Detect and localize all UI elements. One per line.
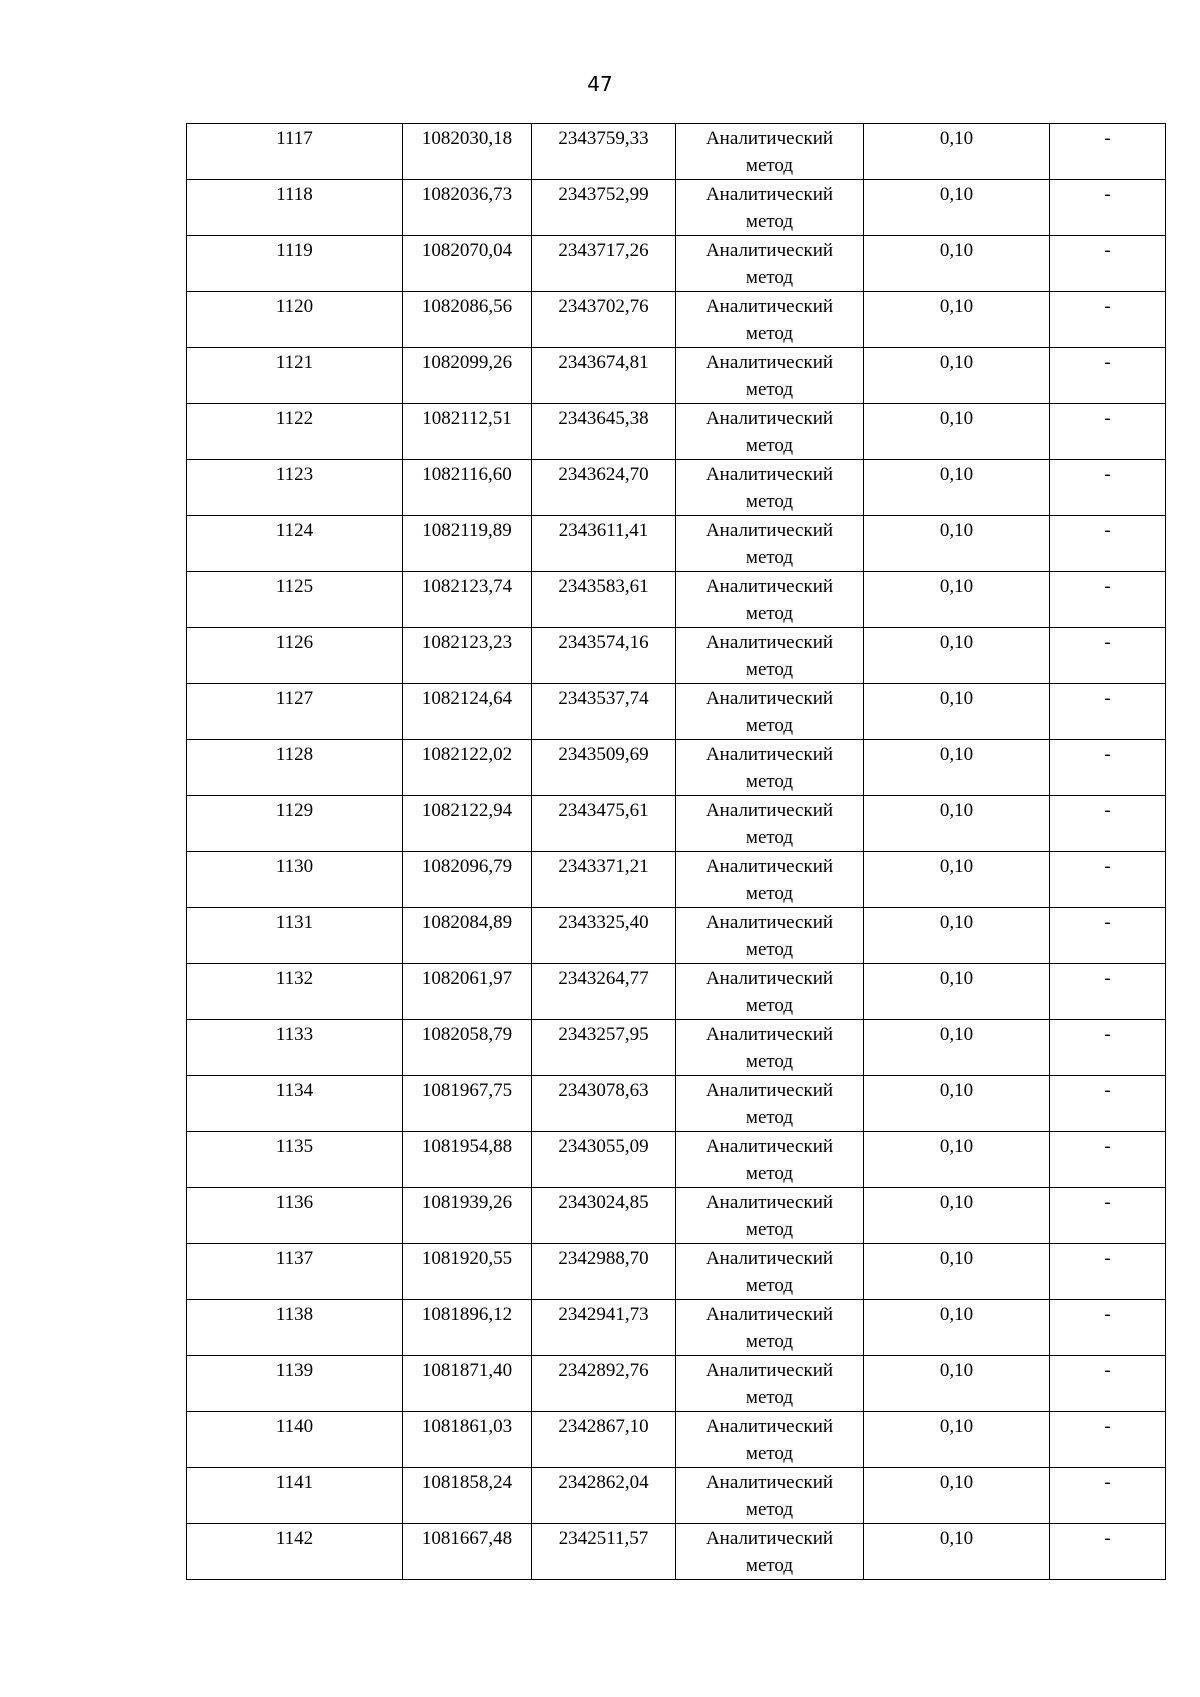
note-cell: - bbox=[1050, 1188, 1166, 1244]
method-text: Аналитический метод bbox=[705, 408, 834, 456]
accuracy-cell: 0,10 bbox=[864, 460, 1050, 516]
x-coordinate-cell: 1082123,23 bbox=[403, 628, 532, 684]
method-text: Аналитический метод bbox=[705, 184, 834, 232]
accuracy-cell: 0,10 bbox=[864, 404, 1050, 460]
table-body bbox=[187, 124, 1166, 1580]
method-cell bbox=[676, 628, 864, 684]
point-number-cell: 1138 bbox=[187, 1300, 403, 1356]
note-cell: - bbox=[1050, 628, 1166, 684]
point-number-cell: 1141 bbox=[187, 1468, 403, 1524]
method-text: Аналитический метод bbox=[705, 576, 834, 624]
accuracy-cell: 0,10 bbox=[864, 180, 1050, 236]
method-text: Аналитический метод bbox=[705, 1472, 834, 1520]
table-row bbox=[187, 124, 1166, 180]
note-cell: - bbox=[1050, 236, 1166, 292]
point-number-cell: 1125 bbox=[187, 572, 403, 628]
note-cell: - bbox=[1050, 1132, 1166, 1188]
accuracy-cell: 0,10 bbox=[864, 236, 1050, 292]
x-coordinate-cell: 1082058,79 bbox=[403, 1020, 532, 1076]
x-coordinate-cell: 1082084,89 bbox=[403, 908, 532, 964]
method-cell bbox=[676, 404, 864, 460]
y-coordinate-cell: 2343759,33 bbox=[532, 124, 676, 180]
note-cell: - bbox=[1050, 516, 1166, 572]
table-row bbox=[187, 236, 1166, 292]
x-coordinate-cell: 1082099,26 bbox=[403, 348, 532, 404]
note-cell: - bbox=[1050, 124, 1166, 180]
table-row bbox=[187, 572, 1166, 628]
note-cell: - bbox=[1050, 740, 1166, 796]
accuracy-cell: 0,10 bbox=[864, 684, 1050, 740]
y-coordinate-cell: 2343624,70 bbox=[532, 460, 676, 516]
accuracy-cell: 0,10 bbox=[864, 572, 1050, 628]
method-text: Аналитический метод bbox=[705, 968, 834, 1016]
method-cell bbox=[676, 1524, 864, 1580]
method-text: Аналитический метод bbox=[705, 128, 834, 176]
point-number-cell: 1135 bbox=[187, 1132, 403, 1188]
table-row bbox=[187, 684, 1166, 740]
accuracy-cell: 0,10 bbox=[864, 740, 1050, 796]
method-cell bbox=[676, 124, 864, 180]
method-text: Аналитический метод bbox=[705, 1360, 834, 1408]
x-coordinate-cell: 1081667,48 bbox=[403, 1524, 532, 1580]
point-number-cell: 1139 bbox=[187, 1356, 403, 1412]
point-number-cell: 1126 bbox=[187, 628, 403, 684]
point-number-cell: 1117 bbox=[187, 124, 403, 180]
method-cell bbox=[676, 852, 864, 908]
point-number-cell: 1127 bbox=[187, 684, 403, 740]
method-text: Аналитический метод bbox=[705, 1528, 834, 1576]
table-row bbox=[187, 292, 1166, 348]
method-cell bbox=[676, 292, 864, 348]
table-row bbox=[187, 964, 1166, 1020]
y-coordinate-cell: 2342892,76 bbox=[532, 1356, 676, 1412]
accuracy-cell: 0,10 bbox=[864, 1356, 1050, 1412]
table-row bbox=[187, 404, 1166, 460]
y-coordinate-cell: 2343717,26 bbox=[532, 236, 676, 292]
table-row bbox=[187, 796, 1166, 852]
point-number-cell: 1140 bbox=[187, 1412, 403, 1468]
note-cell: - bbox=[1050, 1244, 1166, 1300]
method-text: Аналитический метод bbox=[705, 1248, 834, 1296]
y-coordinate-cell: 2343024,85 bbox=[532, 1188, 676, 1244]
point-number-cell: 1142 bbox=[187, 1524, 403, 1580]
point-number-cell: 1134 bbox=[187, 1076, 403, 1132]
note-cell: - bbox=[1050, 964, 1166, 1020]
y-coordinate-cell: 2343674,81 bbox=[532, 348, 676, 404]
x-coordinate-cell: 1082122,94 bbox=[403, 796, 532, 852]
x-coordinate-cell: 1082086,56 bbox=[403, 292, 532, 348]
x-coordinate-cell: 1081939,26 bbox=[403, 1188, 532, 1244]
accuracy-cell: 0,10 bbox=[864, 964, 1050, 1020]
point-number-cell: 1119 bbox=[187, 236, 403, 292]
note-cell: - bbox=[1050, 1020, 1166, 1076]
note-cell: - bbox=[1050, 1076, 1166, 1132]
point-number-cell: 1118 bbox=[187, 180, 403, 236]
table-row bbox=[187, 1244, 1166, 1300]
accuracy-cell: 0,10 bbox=[864, 292, 1050, 348]
method-cell bbox=[676, 1244, 864, 1300]
method-cell bbox=[676, 516, 864, 572]
note-cell: - bbox=[1050, 1300, 1166, 1356]
accuracy-cell: 0,10 bbox=[864, 628, 1050, 684]
table-row bbox=[187, 348, 1166, 404]
method-cell bbox=[676, 460, 864, 516]
table-row bbox=[187, 1468, 1166, 1524]
x-coordinate-cell: 1082122,02 bbox=[403, 740, 532, 796]
method-cell bbox=[676, 1076, 864, 1132]
table-row bbox=[187, 180, 1166, 236]
x-coordinate-cell: 1082070,04 bbox=[403, 236, 532, 292]
table-row bbox=[187, 460, 1166, 516]
method-text: Аналитический метод bbox=[705, 352, 834, 400]
point-number-cell: 1133 bbox=[187, 1020, 403, 1076]
method-cell bbox=[676, 1020, 864, 1076]
method-text: Аналитический метод bbox=[705, 464, 834, 512]
point-number-cell: 1136 bbox=[187, 1188, 403, 1244]
table-row bbox=[187, 1132, 1166, 1188]
accuracy-cell: 0,10 bbox=[864, 516, 1050, 572]
note-cell: - bbox=[1050, 684, 1166, 740]
note-cell: - bbox=[1050, 292, 1166, 348]
y-coordinate-cell: 2343574,16 bbox=[532, 628, 676, 684]
y-coordinate-cell: 2343537,74 bbox=[532, 684, 676, 740]
method-text: Аналитический метод bbox=[705, 1192, 834, 1240]
y-coordinate-cell: 2343583,61 bbox=[532, 572, 676, 628]
y-coordinate-cell: 2342988,70 bbox=[532, 1244, 676, 1300]
x-coordinate-cell: 1082096,79 bbox=[403, 852, 532, 908]
note-cell: - bbox=[1050, 796, 1166, 852]
y-coordinate-cell: 2342941,73 bbox=[532, 1300, 676, 1356]
note-cell: - bbox=[1050, 1356, 1166, 1412]
method-cell bbox=[676, 1468, 864, 1524]
method-text: Аналитический метод bbox=[705, 1024, 834, 1072]
x-coordinate-cell: 1082123,74 bbox=[403, 572, 532, 628]
point-number-cell: 1130 bbox=[187, 852, 403, 908]
method-cell bbox=[676, 1132, 864, 1188]
y-coordinate-cell: 2343611,41 bbox=[532, 516, 676, 572]
y-coordinate-cell: 2343078,63 bbox=[532, 1076, 676, 1132]
method-text: Аналитический метод bbox=[705, 1136, 834, 1184]
table-row bbox=[187, 1412, 1166, 1468]
x-coordinate-cell: 1081858,24 bbox=[403, 1468, 532, 1524]
table-row bbox=[187, 516, 1166, 572]
table-row bbox=[187, 908, 1166, 964]
table-row bbox=[187, 1020, 1166, 1076]
point-number-cell: 1128 bbox=[187, 740, 403, 796]
y-coordinate-cell: 2343371,21 bbox=[532, 852, 676, 908]
point-number-cell: 1137 bbox=[187, 1244, 403, 1300]
method-text: Аналитический метод bbox=[705, 912, 834, 960]
x-coordinate-cell: 1082061,97 bbox=[403, 964, 532, 1020]
method-cell bbox=[676, 572, 864, 628]
accuracy-cell: 0,10 bbox=[864, 1076, 1050, 1132]
x-coordinate-cell: 1081861,03 bbox=[403, 1412, 532, 1468]
method-text: Аналитический метод bbox=[705, 632, 834, 680]
accuracy-cell: 0,10 bbox=[864, 1132, 1050, 1188]
accuracy-cell: 0,10 bbox=[864, 1188, 1050, 1244]
x-coordinate-cell: 1082116,60 bbox=[403, 460, 532, 516]
y-coordinate-cell: 2342862,04 bbox=[532, 1468, 676, 1524]
note-cell: - bbox=[1050, 180, 1166, 236]
x-coordinate-cell: 1082036,73 bbox=[403, 180, 532, 236]
note-cell: - bbox=[1050, 460, 1166, 516]
table-row bbox=[187, 1300, 1166, 1356]
note-cell: - bbox=[1050, 1468, 1166, 1524]
method-cell bbox=[676, 740, 864, 796]
y-coordinate-cell: 2343702,76 bbox=[532, 292, 676, 348]
method-text: Аналитический метод bbox=[705, 1080, 834, 1128]
x-coordinate-cell: 1081896,12 bbox=[403, 1300, 532, 1356]
note-cell: - bbox=[1050, 404, 1166, 460]
x-coordinate-cell: 1082124,64 bbox=[403, 684, 532, 740]
method-text: Аналитический метод bbox=[705, 240, 834, 288]
table-row bbox=[187, 628, 1166, 684]
x-coordinate-cell: 1082119,89 bbox=[403, 516, 532, 572]
note-cell: - bbox=[1050, 1524, 1166, 1580]
table-row bbox=[187, 1356, 1166, 1412]
x-coordinate-cell: 1081967,75 bbox=[403, 1076, 532, 1132]
method-text: Аналитический метод bbox=[705, 1416, 834, 1464]
accuracy-cell: 0,10 bbox=[864, 908, 1050, 964]
method-text: Аналитический метод bbox=[705, 1304, 834, 1352]
accuracy-cell: 0,10 bbox=[864, 852, 1050, 908]
point-number-cell: 1123 bbox=[187, 460, 403, 516]
method-cell bbox=[676, 684, 864, 740]
y-coordinate-cell: 2343055,09 bbox=[532, 1132, 676, 1188]
accuracy-cell: 0,10 bbox=[864, 1244, 1050, 1300]
x-coordinate-cell: 1081920,55 bbox=[403, 1244, 532, 1300]
coordinates-table bbox=[186, 123, 1166, 1580]
page-number: 47 bbox=[587, 72, 613, 96]
table-row bbox=[187, 852, 1166, 908]
note-cell: - bbox=[1050, 348, 1166, 404]
method-cell bbox=[676, 236, 864, 292]
point-number-cell: 1122 bbox=[187, 404, 403, 460]
y-coordinate-cell: 2342867,10 bbox=[532, 1412, 676, 1468]
method-cell bbox=[676, 348, 864, 404]
method-text: Аналитический метод bbox=[705, 856, 834, 904]
table-row bbox=[187, 1524, 1166, 1580]
y-coordinate-cell: 2343645,38 bbox=[532, 404, 676, 460]
accuracy-cell: 0,10 bbox=[864, 1020, 1050, 1076]
method-cell bbox=[676, 1188, 864, 1244]
note-cell: - bbox=[1050, 1412, 1166, 1468]
accuracy-cell: 0,10 bbox=[864, 1300, 1050, 1356]
note-cell: - bbox=[1050, 572, 1166, 628]
y-coordinate-cell: 2343325,40 bbox=[532, 908, 676, 964]
point-number-cell: 1120 bbox=[187, 292, 403, 348]
x-coordinate-cell: 1082030,18 bbox=[403, 124, 532, 180]
method-cell bbox=[676, 180, 864, 236]
method-cell bbox=[676, 908, 864, 964]
table-row bbox=[187, 740, 1166, 796]
y-coordinate-cell: 2342511,57 bbox=[532, 1524, 676, 1580]
accuracy-cell: 0,10 bbox=[864, 124, 1050, 180]
method-cell bbox=[676, 1412, 864, 1468]
accuracy-cell: 0,10 bbox=[864, 1524, 1050, 1580]
method-text: Аналитический метод bbox=[705, 296, 834, 344]
y-coordinate-cell: 2343475,61 bbox=[532, 796, 676, 852]
table-row bbox=[187, 1076, 1166, 1132]
note-cell: - bbox=[1050, 852, 1166, 908]
method-text: Аналитический метод bbox=[705, 744, 834, 792]
x-coordinate-cell: 1081871,40 bbox=[403, 1356, 532, 1412]
point-number-cell: 1124 bbox=[187, 516, 403, 572]
y-coordinate-cell: 2343264,77 bbox=[532, 964, 676, 1020]
method-text: Аналитический метод bbox=[705, 688, 834, 736]
accuracy-cell: 0,10 bbox=[864, 1412, 1050, 1468]
method-cell bbox=[676, 1356, 864, 1412]
table-row bbox=[187, 1188, 1166, 1244]
method-text: Аналитический метод bbox=[705, 800, 834, 848]
x-coordinate-cell: 1082112,51 bbox=[403, 404, 532, 460]
y-coordinate-cell: 2343257,95 bbox=[532, 1020, 676, 1076]
point-number-cell: 1131 bbox=[187, 908, 403, 964]
accuracy-cell: 0,10 bbox=[864, 796, 1050, 852]
point-number-cell: 1132 bbox=[187, 964, 403, 1020]
x-coordinate-cell: 1081954,88 bbox=[403, 1132, 532, 1188]
y-coordinate-cell: 2343509,69 bbox=[532, 740, 676, 796]
accuracy-cell: 0,10 bbox=[864, 348, 1050, 404]
method-cell bbox=[676, 796, 864, 852]
y-coordinate-cell: 2343752,99 bbox=[532, 180, 676, 236]
accuracy-cell: 0,10 bbox=[864, 1468, 1050, 1524]
method-cell bbox=[676, 964, 864, 1020]
method-text: Аналитический метод bbox=[705, 520, 834, 568]
note-cell: - bbox=[1050, 908, 1166, 964]
method-cell bbox=[676, 1300, 864, 1356]
point-number-cell: 1121 bbox=[187, 348, 403, 404]
point-number-cell: 1129 bbox=[187, 796, 403, 852]
